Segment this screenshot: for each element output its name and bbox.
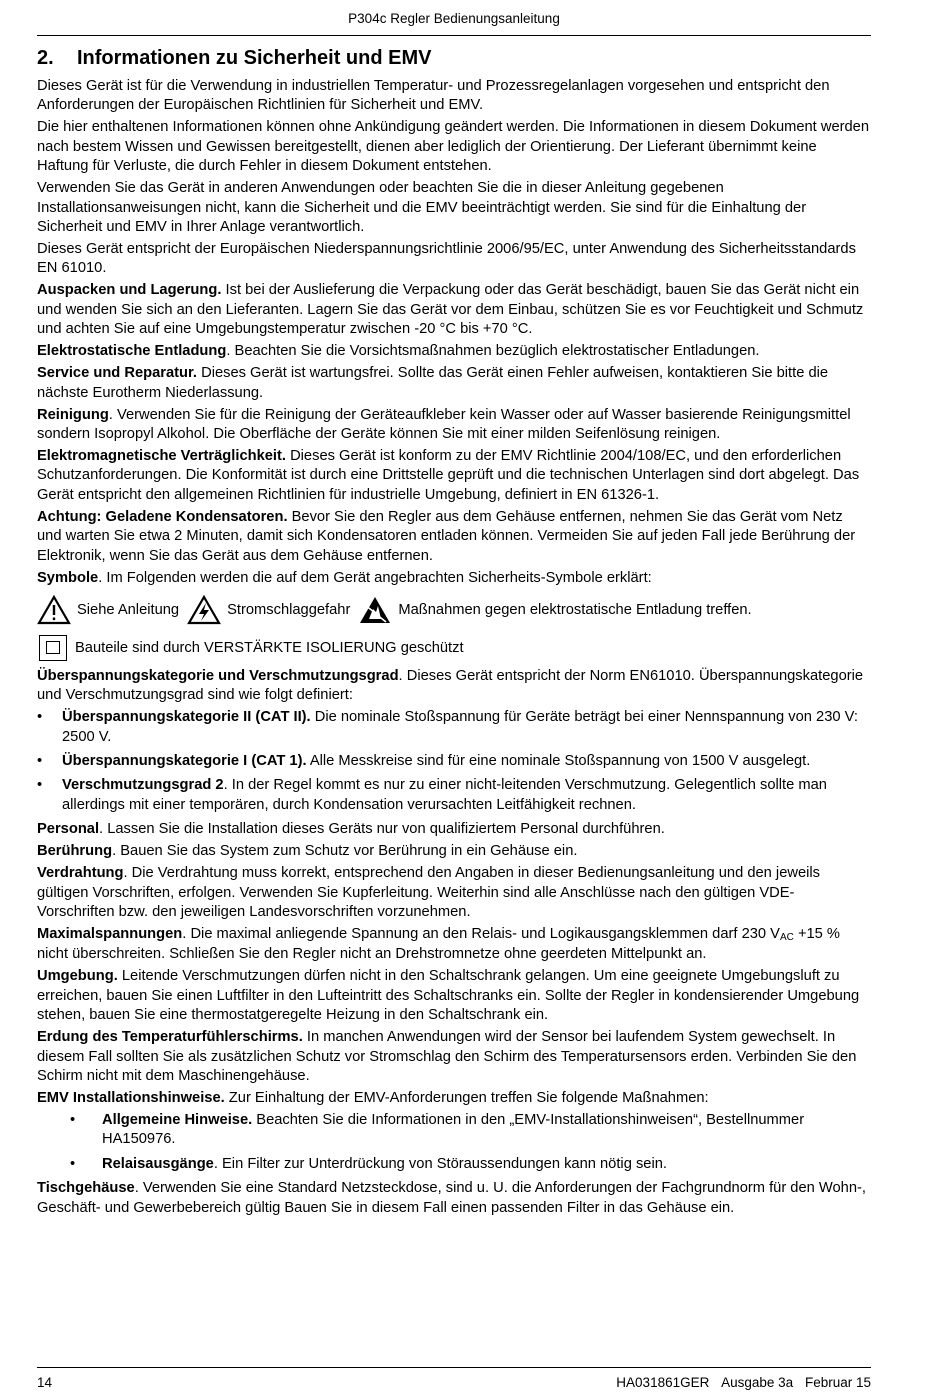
paragraph-text: . Dieses Gerät entspricht der Norm EN61010. Überspannungskategorie und Verschmutzungsgrad sind wie folgt definiert: (37, 667, 864, 704)
list-item-text: . In der Regel kommt es nur zu einer nicht-leitenden Verschmutzung. Gelegentlich sollte man allerdings mit einer temporären, durch Kondensation verursachten Leitfähigkeit rechnen. (62, 777, 827, 813)
paragraph-text: Zur Einhaltung der EMV-Anforderungen treffen Sie folgende Maßnahmen: (224, 1089, 709, 1106)
document-page (37, 0, 871, 1221)
paragraph-personal (37, 820, 871, 839)
paragraph-label: Symbole (37, 569, 99, 586)
paragraph-text: . Verwenden Sie eine Standard Netzsteckdose, sind u. U. die Anforderungen der Fachgrundnorm für den Wohn-, Geschäft- und Gewerbebereich gültig Bauen Sie in diesem Fall einen passenden Filter in das Gehäuse ein. (37, 1180, 866, 1216)
electric-shock-icon (187, 595, 221, 625)
insulation-row (37, 631, 871, 665)
ueberspannung-list (37, 708, 871, 815)
paragraph-text: Dieses Gerät ist wartungsfrei. Sollte das Gerät einen Fehler aufweisen, kontaktieren Sie bitte die nächste Eurotherm Niederlassung. (37, 365, 829, 401)
paragraph-text: Leitende Verschmutzungen dürfen nicht in den Schaltschrank gelangen. Um eine geeignete Umgebungsluft zu erreichen, bauen Sie einen Luftfilter in den Lufteintritt des Schaltschranks ein. Sollte der Regler in kondensierender Umgebung stehen, bauen Sie eine thermostatgeregelte Heizung in den Schaltschrank ein. (37, 968, 860, 1024)
paragraph-achtung (37, 508, 871, 566)
paragraph-erdung (37, 1028, 871, 1086)
running-header: P304c Regler Bedienungsanleitung (37, 0, 871, 36)
safety-symbols-row (37, 591, 871, 629)
insulation-text: Bauteile sind durch VERSTÄRKTE ISOLIERUNG geschützt (75, 639, 464, 656)
paragraph-beruehrung (37, 842, 871, 861)
list-item-text: Beachten Sie die Informationen in den „EMV-Installationshinweisen“, Bestellnummer HA150976. (102, 1111, 805, 1148)
list-item (37, 1111, 871, 1150)
page-footer (37, 1367, 871, 1390)
paragraph-label: Verdrahtung (37, 865, 124, 882)
paragraph-service (37, 364, 871, 403)
paragraph-label: Auspacken und Lagerung. (37, 282, 222, 299)
edition: Ausgabe 3a (721, 1375, 794, 1390)
esd-icon (358, 595, 392, 625)
date: Februar 15 (804, 1375, 871, 1390)
list-item-label: Überspannungskategorie II (CAT II). (62, 709, 311, 726)
list-item-text: Die nominale Stoßspannung für Geräte beträgt bei einer Nennspannung von 230 V: 2500 V. (62, 709, 858, 745)
page-number: 14 (37, 1375, 53, 1390)
paragraph-verdrahtung (37, 864, 871, 922)
paragraph-label: Personal (37, 821, 100, 838)
paragraph-tischgehaeuse (37, 1179, 871, 1218)
list-item-label: Verschmutzungsgrad 2 (62, 777, 224, 794)
paragraph-elektrostatik (37, 342, 871, 361)
paragraph-label: Elektrostatische Entladung (37, 343, 227, 360)
list-item (37, 752, 871, 771)
intro-paragraph: Die hier enthaltenen Informationen können ohne Ankündigung geändert werden. Die Informationen in diesem Dokument werden nach bestem Wissen und Gewissen bereitgestellt, dienen aber lediglich der Orientierung. Der Lieferant übernimmt keine Haftung für Verluste, die durch Fehler in diesem Dokument entstehen. (37, 119, 870, 175)
warning-triangle-icon (37, 595, 71, 625)
paragraph-label: Berührung (37, 843, 113, 860)
paragraph-label: Tischgehäuse (37, 1180, 135, 1197)
list-item (37, 708, 871, 747)
paragraph-reinigung (37, 406, 871, 445)
bullet-icon: • (37, 777, 43, 794)
double-insulation-icon (39, 635, 67, 661)
paragraph-emv-vertraeglichkeit (37, 447, 871, 505)
paragraph-text: In manchen Anwendungen wird der Sensor bei laufendem System gewechselt. In diesem Fall sollten Sie als zusätzlichen Schutz vor Stromschlag den Schirm des Temperatursensors erden. Verbinden Sie den Schirm nicht mit dem Maschinengehäuse. (37, 1029, 857, 1084)
paragraph-label: Überspannungskategorie und Verschmutzungsgrad (37, 667, 399, 684)
document-reference (608, 1375, 871, 1390)
symbol-label: Siehe Anleitung (77, 601, 180, 618)
section-number: 2. (37, 47, 54, 69)
list-item-label: Relaisausgänge (102, 1155, 214, 1172)
paragraph-symbole (37, 569, 871, 588)
bullet-icon: • (37, 752, 43, 769)
paragraph-umgebung (37, 967, 871, 1025)
paragraph-label: Elektromagnetische Verträglichkeit. (37, 448, 286, 465)
list-item-text: Alle Messkreise sind für eine nominale Stoßspannung von 1500 V ausgelegt. (306, 752, 811, 769)
doc-number: HA031861GER (616, 1375, 710, 1390)
emv-list (37, 1111, 871, 1174)
paragraph-text: . Im Folgenden werden die auf dem Gerät angebrachten Sicherheits-Symbole erklärt: (98, 569, 652, 586)
list-item (37, 1155, 871, 1174)
paragraph-text: . Lassen Sie die Installation dieses Geräts nur von qualifiziertem Personal durchführen. (99, 821, 665, 838)
symbol-item (187, 595, 350, 625)
list-item (37, 776, 871, 815)
paragraph-text: Bevor Sie den Regler aus dem Gehäuse entfernen, nehmen Sie das Gerät vom Netz und warten Sie etwa 2 Minuten, damit sich Kondensatoren entladen können. Vermeiden Sie auf jeden Fall jede Berührung der Elektronik, wenn Sie das Gerät aus dem Gehäuse entfernen. (37, 508, 856, 564)
symbol-label: Maßnahmen gegen elektrostatische Entladung treffen. (398, 601, 752, 618)
paragraph-text: . Beachten Sie die Vorsichtsmaßnahmen bezüglich elektrostatischer Entladungen. (226, 343, 760, 360)
ac-subscript: AC (779, 931, 794, 943)
paragraph-label: Service und Reparatur. (37, 365, 197, 382)
bullet-icon: • (37, 709, 43, 726)
section-heading (37, 45, 871, 71)
paragraph-text: . Bauen Sie das System zum Schutz vor Berührung in ein Gehäuse ein. (112, 843, 578, 860)
paragraph-label: Reinigung (37, 406, 109, 423)
paragraph-label: EMV Installationshinweise. (37, 1089, 225, 1106)
symbol-item (37, 595, 179, 625)
paragraph-auspacken (37, 281, 871, 339)
paragraph-text: . Die maximal anliegende Spannung an den Relais- und Logikausgangsklemmen darf 230 V (182, 925, 780, 942)
paragraph-label: Umgebung. (37, 968, 118, 985)
paragraph-text: +15 % nicht überschreiten. Schließen Sie den Regler nicht an Drehstromnetze ohne geerdeten Mittelpunkt an. (37, 925, 840, 963)
intro-paragraph: Dieses Gerät entspricht der Europäischen Niederspannungsrichtlinie 2006/95/EC, unter Anwendung des Sicherheitsstandards EN 61010. (37, 241, 856, 277)
paragraph-text: Ist bei der Auslieferung die Verpackung oder das Gerät beschädigt, bauen Sie das Gerät nicht ein und wenden Sie sich an den Lieferanten. Lagern Sie das Gerät vor dem Einbau, schützen Sie es vor Feuchtigkeit und Schmutz und achten Sie auf eine Umgebungstemperatur zwischen -20 °C bis +70 °C. (37, 282, 864, 338)
bullet-icon: • (70, 1155, 76, 1172)
paragraph-text: . Verwenden Sie für die Reinigung der Geräteaufkleber kein Wasser oder auf Wasser basierende Reinigungsmittel sondern Isopropyl Alkohol. Die Oberfläche der Geräte können Sie mit einer milden Seifenlösung reinigen. (37, 406, 851, 443)
bullet-icon: • (70, 1111, 76, 1128)
list-item-text: . Ein Filter zur Unterdrückung von Störaussendungen kann nötig sein. (213, 1155, 667, 1172)
paragraph-label: Maximalspannungen (37, 925, 183, 942)
paragraph-ueberspannung (37, 667, 871, 706)
list-item-label: Überspannungskategorie I (CAT 1). (62, 752, 307, 769)
symbol-label: Stromschlaggefahr (227, 601, 351, 618)
paragraph-text: Dieses Gerät ist konform zu der EMV Richtlinie 2004/108/EC, und den erforderlichen Schutzanforderungen. Die Konformität ist durch eine Drittstelle geprüft und die technischen Unterlagen sind dort abgelegt. Das Gerät entspricht den allgemeinen Richtlinien für industrielle Umgebung, definiert in EN 61326-1. (37, 448, 860, 503)
paragraph-maximalspannungen (37, 925, 871, 965)
section-title: Informationen zu Sicherheit und EMV (77, 47, 432, 69)
intro-paragraph: Verwenden Sie das Gerät in anderen Anwendungen oder beachten Sie die in dieser Anleitung gegebenen Installationsanweisungen nicht, kann die Sicherheit und die EMV beeinträchtigt werden. Sie sind für die Einhaltung der Sicherheit und EMV in Ihrer Anlage verantwortlich. (37, 180, 807, 236)
list-item-label: Allgemeine Hinweise. (102, 1111, 253, 1128)
paragraph-label: Erdung des Temperaturfühlerschirms. (37, 1029, 303, 1046)
intro-paragraph: Dieses Gerät ist für die Verwendung in industriellen Temperatur- und Prozessregelanlagen vorgesehen und entspricht den Anforderungen der Europäischen Richtlinien für Sicherheit und EMV. (37, 78, 830, 114)
paragraph-label: Achtung: Geladene Kondensatoren. (37, 508, 288, 525)
paragraph-emv-install (37, 1089, 871, 1108)
paragraph-text: . Die Verdrahtung muss korrekt, entsprechend den Angaben in dieser Bedienungsanleitung und den jeweils gültigen Vorschriften, erfolgen. Verwenden Sie Kupferleitung. Weiterhin sind alle Anschlüsse nach den gültigen VDE-Vorschriften bzw. den jeweiligen Landesvorschriften vorzunehmen. (37, 865, 821, 920)
symbol-item (358, 595, 751, 625)
